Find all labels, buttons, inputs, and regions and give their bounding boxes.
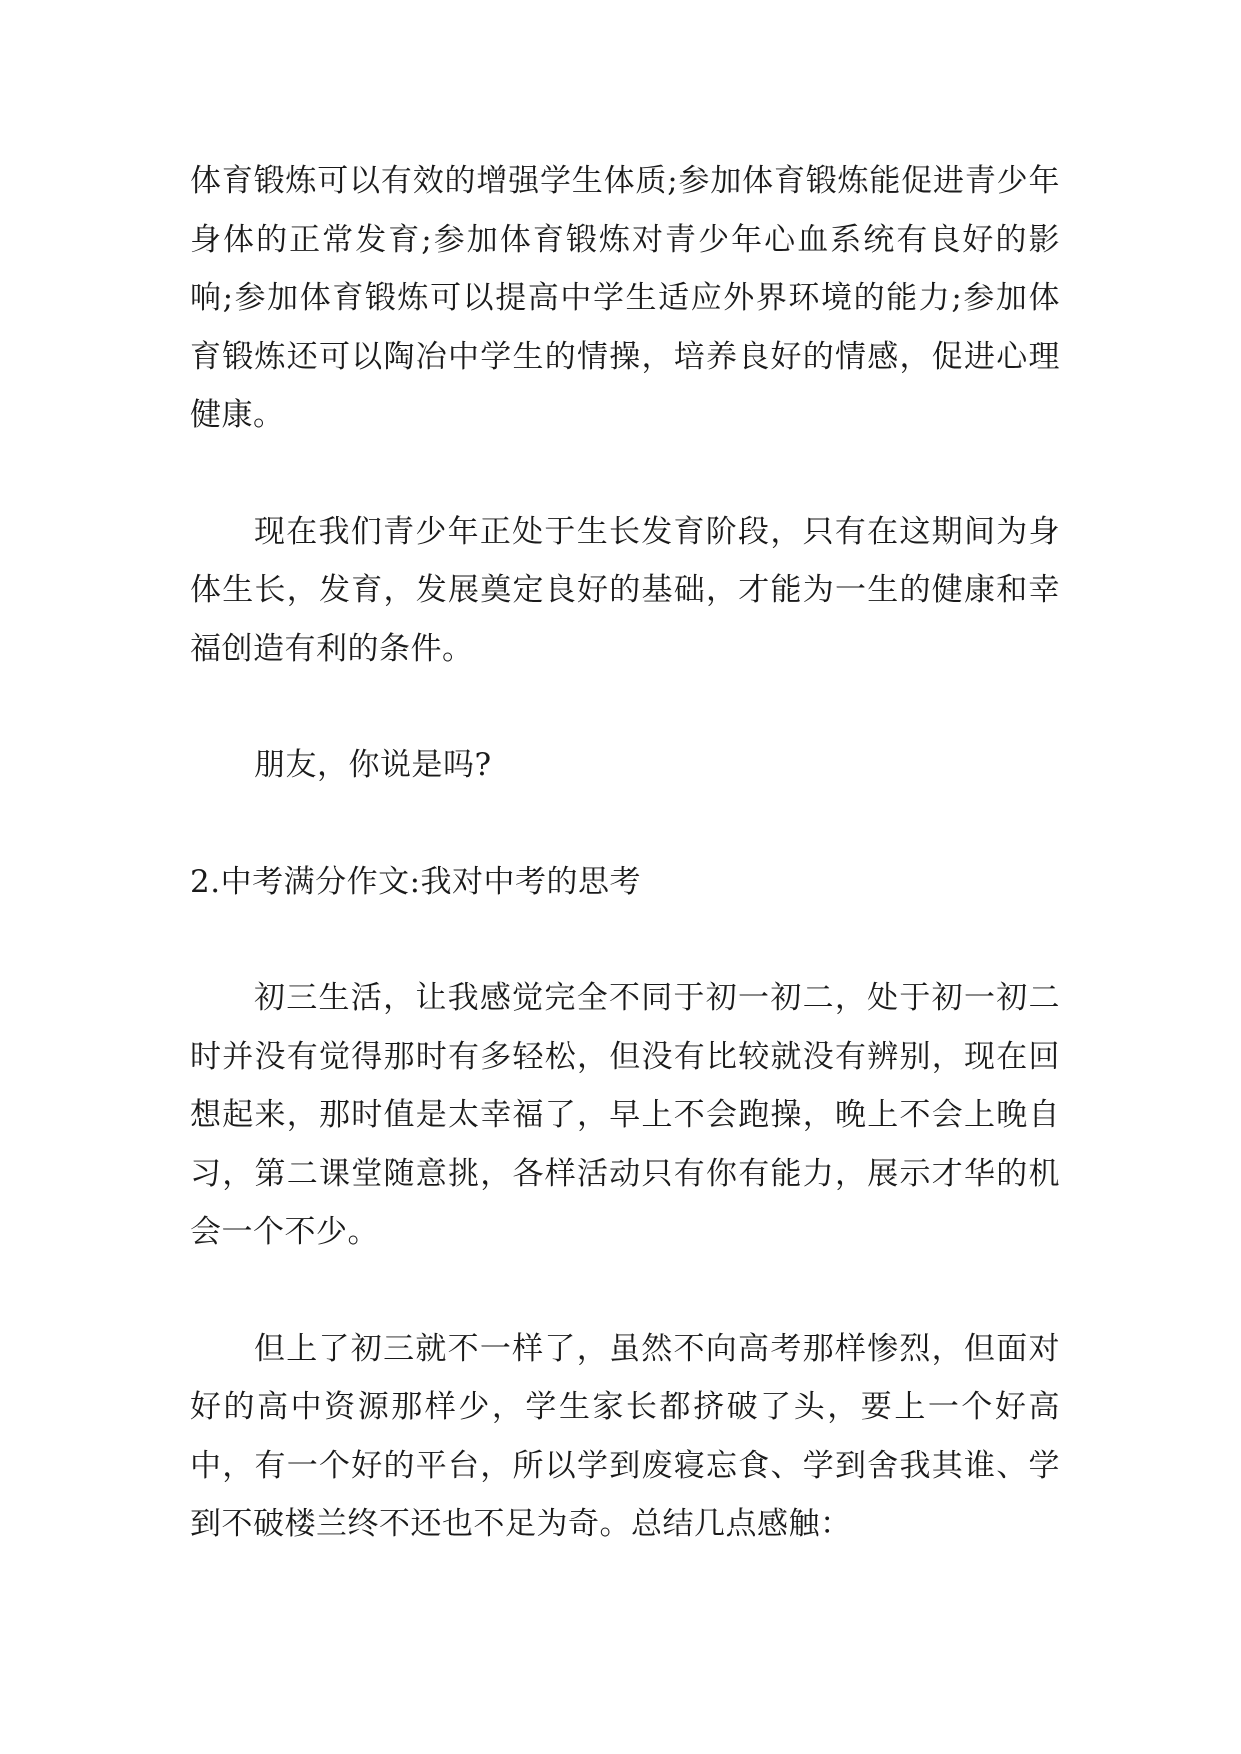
- paragraph-grade-three-life: 初三生活，让我感觉完全不同于初一初二，处于初一初二时并没有觉得那时有多轻松，但没有比较就没有辨别，现在回想起来，那时值是太幸福了，早上不会跑操，晚上不会上晚自习，第二课堂随意挑，各样活动只有你有能力，展示才华的机会一个不少。: [190, 980, 1060, 1250]
- paragraph-exercise-benefits: 体育锻炼可以有效的增强学生体质;参加体育锻炼能促进青少年身体的正常发育;参加体育锻炼对青少年心血系统有良好的影响;参加体育锻炼可以提高中学生适应外界环境的能力;参加体育锻炼还可以陶冶中学生的情操，培养良好的情感，促进心理健康。: [190, 163, 1060, 433]
- paragraph-grade-three-pressure: 但上了初三就不一样了，虽然不向高考那样惨烈，但面对好的高中资源那样少，学生家长都挤破了头，要上一个好高中，有一个好的平台，所以学到废寝忘食、学到舍我其谁、学到不破楼兰终不还也不足为奇。总结几点感触：: [190, 1330, 1060, 1542]
- paragraph-question: 朋友，你说是吗?: [254, 747, 492, 783]
- section-heading: 2.中考满分作文:我对中考的思考: [190, 863, 642, 900]
- paragraph-youth-development: 现在我们青少年正处于生长发育阶段，只有在这期间为身体生长，发育，发展奠定良好的基础，才能为一生的健康和幸福创造有利的条件。: [190, 513, 1060, 667]
- document-body: [190, 152, 1060, 1612]
